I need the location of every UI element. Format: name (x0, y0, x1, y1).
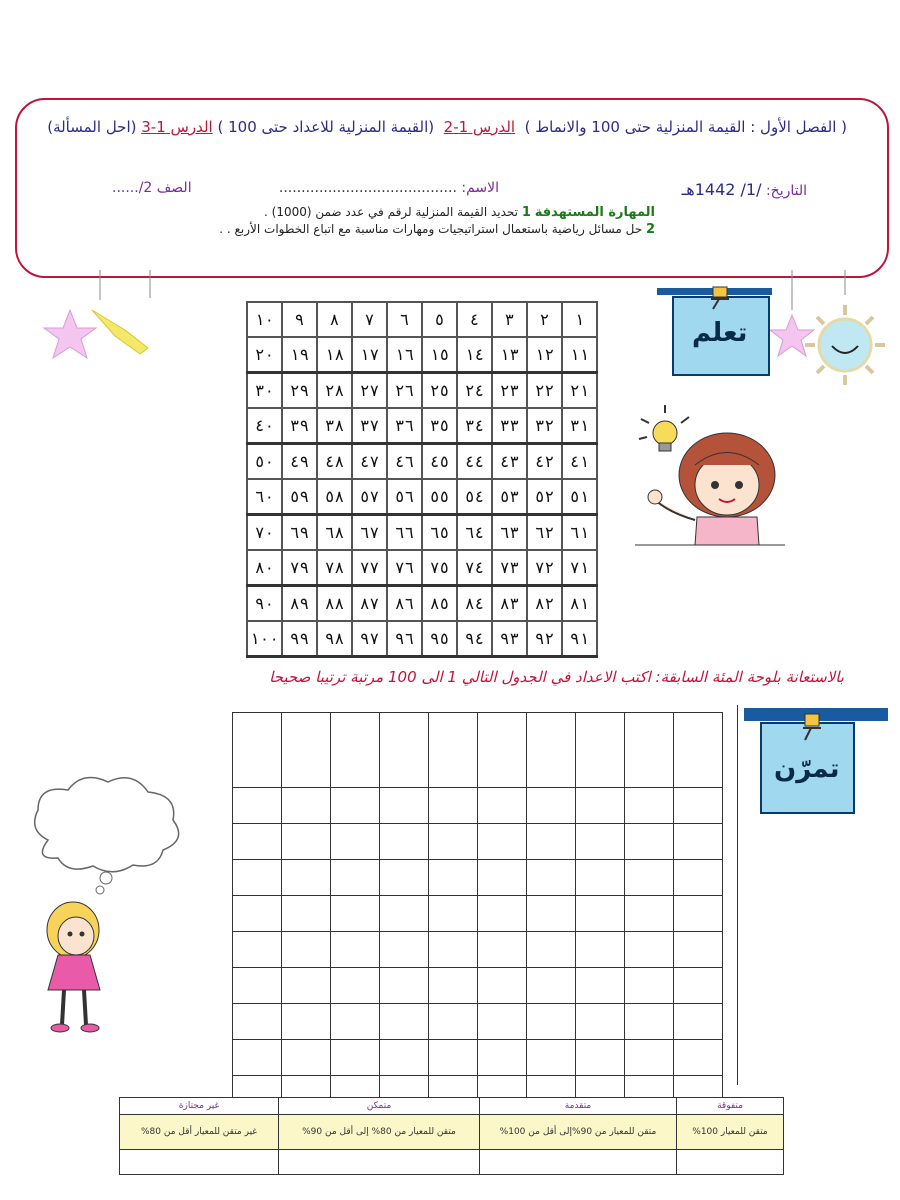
hundred-chart-cell: ٩٢ (527, 621, 562, 657)
hundred-chart-cell: ٨٨ (317, 586, 352, 622)
practice-grid-cell[interactable] (527, 932, 576, 968)
practice-grid-cell[interactable] (380, 932, 429, 968)
practice-grid-cell[interactable] (282, 932, 331, 968)
practice-grid-row (233, 1040, 723, 1076)
practice-grid-cell[interactable] (380, 968, 429, 1004)
practice-grid-cell[interactable] (478, 788, 527, 824)
rating-header-row (120, 1098, 784, 1115)
practice-grid-cell[interactable] (282, 713, 331, 788)
hundred-chart-cell: ١٠ (247, 302, 282, 337)
practice-grid-cell[interactable] (527, 713, 576, 788)
hundred-chart-cell: ١٨ (317, 337, 352, 373)
rating-cell[interactable] (677, 1150, 784, 1175)
hundred-chart-cell: ٣٢ (527, 408, 562, 444)
practice-grid-row (233, 713, 723, 788)
hundred-chart-cell: ٥٥ (422, 479, 457, 515)
instruction-text: بالاستعانة بلوحة المئة السابقة: اكتب الاعداد في الجدول التالي 1 الى 100 مرتبة ترتيبا صحيحا (269, 668, 844, 686)
hundred-chart-cell: ٥٢ (527, 479, 562, 515)
practice-grid-cell[interactable] (576, 968, 625, 1004)
divider-line (737, 705, 738, 1085)
practice-grid-cell[interactable] (282, 968, 331, 1004)
hundred-chart-cell: ٤٩ (282, 444, 317, 480)
hundred-chart-cell: ٩٤ (457, 621, 492, 657)
practice-grid-cell[interactable] (380, 788, 429, 824)
hundred-chart-cell: ٣٧ (352, 408, 387, 444)
date-label: التاريخ: (765, 183, 807, 199)
practice-grid-cell[interactable] (625, 932, 674, 968)
practice-grid-cell[interactable] (233, 1004, 282, 1040)
skill2-text: حل مسائل رياضية باستعمال استراتيجيات ومهارات مناسبة مع اتباع الخطوات الأربع . . (219, 222, 643, 236)
practice-grid-cell[interactable] (527, 860, 576, 896)
name-label: الاسم: (461, 180, 499, 196)
practice-grid-cell[interactable] (380, 1040, 429, 1076)
practice-grid-cell[interactable] (478, 824, 527, 860)
hundred-chart-cell: ٨٥ (422, 586, 457, 622)
practice-grid-cell[interactable] (674, 1004, 723, 1040)
hundred-chart-cell: ٧٠ (247, 515, 282, 551)
hundred-chart-row (247, 586, 597, 622)
practice-grid-cell[interactable] (527, 896, 576, 932)
practice-grid-cell[interactable] (674, 1040, 723, 1076)
hundred-chart-cell: ٢٦ (387, 373, 422, 409)
lesson1-label: الدرس 1-2 (443, 118, 516, 136)
practice-grid-cell[interactable] (576, 1004, 625, 1040)
hundred-chart-cell: ١٩ (282, 337, 317, 373)
practice-grid-cell[interactable] (380, 824, 429, 860)
hundred-chart-cell: ٤٥ (422, 444, 457, 480)
hundred-chart-cell: ٩ (282, 302, 317, 337)
practice-grid-cell[interactable] (625, 824, 674, 860)
practice-grid-cell[interactable] (331, 1040, 380, 1076)
practice-grid-cell[interactable] (331, 1004, 380, 1040)
practice-grid-row (233, 968, 723, 1004)
hundred-chart-cell: ٨١ (562, 586, 597, 622)
practice-grid-cell[interactable] (429, 932, 478, 968)
practice-grid-cell[interactable] (331, 896, 380, 932)
practice-grid-cell[interactable] (233, 824, 282, 860)
practice-grid-cell[interactable] (233, 713, 282, 788)
hundred-chart-cell: ٣٨ (317, 408, 352, 444)
hundred-chart-cell: ٨٦ (387, 586, 422, 622)
hundred-chart-cell: ٨٠ (247, 550, 282, 586)
hundred-chart-cell: ٩٥ (422, 621, 457, 657)
practice-grid-cell[interactable] (380, 1004, 429, 1040)
rating-description: متقن للمعيار من 80% إلى أقل من 90% (279, 1115, 480, 1150)
practice-grid-row (233, 788, 723, 824)
hundred-chart-cell: ٨٩ (282, 586, 317, 622)
practice-grid-cell[interactable] (282, 1004, 331, 1040)
hundred-chart-cell: ٦٩ (282, 515, 317, 551)
skill-title: المهارة المستهدفة (534, 205, 655, 220)
hundred-chart-cell: ٦٢ (527, 515, 562, 551)
practice-grid-cell[interactable] (478, 932, 527, 968)
practice-grid-cell[interactable] (625, 788, 674, 824)
practice-grid-cell[interactable] (576, 896, 625, 932)
hundred-chart-cell: ٣٤ (457, 408, 492, 444)
practice-grid-cell[interactable] (429, 896, 478, 932)
hundred-chart-cell: ٢٩ (282, 373, 317, 409)
hundred-chart-cell: ٧٨ (317, 550, 352, 586)
thinking-girl-illustration (18, 770, 188, 1035)
practice-grid-cell[interactable] (429, 824, 478, 860)
hundred-chart-cell: ٦٣ (492, 515, 527, 551)
rating-description: متقن للمعيار من 90%إلى أقل من 100% (480, 1115, 677, 1150)
practice-grid-cell[interactable] (233, 1040, 282, 1076)
practice-grid-cell[interactable] (478, 860, 527, 896)
hundred-chart-cell: ٤ (457, 302, 492, 337)
practice-grid-cell[interactable] (233, 932, 282, 968)
hundred-chart-cell: ٦١ (562, 515, 597, 551)
hundred-chart-row (247, 302, 597, 337)
hundred-chart-row (247, 479, 597, 515)
practice-grid-cell[interactable] (625, 713, 674, 788)
hundred-chart-cell: ٦٦ (387, 515, 422, 551)
hundred-chart-cell: ٥٣ (492, 479, 527, 515)
hundred-chart-cell: ٩٩ (282, 621, 317, 657)
practice-grid-cell[interactable] (233, 788, 282, 824)
rating-cell[interactable] (480, 1150, 677, 1175)
hundred-chart-cell: ٩٨ (317, 621, 352, 657)
skills-block (219, 204, 655, 238)
hundred-chart-cell: ٢٧ (352, 373, 387, 409)
lesson2-label: الدرس 1-3 (141, 118, 213, 136)
hundred-chart-cell: ٧١ (562, 550, 597, 586)
date-field (682, 180, 807, 199)
practice-grid-cell[interactable] (282, 1040, 331, 1076)
hundred-chart-cell: ٧ (352, 302, 387, 337)
hundred-chart-cell: ٤١ (562, 444, 597, 480)
rating-header: متفوقة (677, 1098, 784, 1115)
hundred-chart-cell: ٢ (527, 302, 562, 337)
hundred-chart-cell: ٥١ (562, 479, 597, 515)
hundred-chart-cell: ٣٣ (492, 408, 527, 444)
hundred-chart-cell: ٨٧ (352, 586, 387, 622)
practice-grid-cell[interactable] (282, 824, 331, 860)
hundred-chart-row (247, 373, 597, 409)
pin-icon (705, 285, 733, 311)
hundred-chart-cell: ٥٠ (247, 444, 282, 480)
practice-grid-cell[interactable] (527, 1040, 576, 1076)
hundred-chart-cell: ٥٤ (457, 479, 492, 515)
practice-grid-cell[interactable] (331, 824, 380, 860)
hundred-chart-cell: ٨٣ (492, 586, 527, 622)
practice-grid-cell[interactable] (282, 788, 331, 824)
hundred-chart-cell: ١٦ (387, 337, 422, 373)
rating-header: متقدمة (480, 1098, 677, 1115)
practice-grid-cell[interactable] (331, 713, 380, 788)
hundred-chart-cell: ١١ (562, 337, 597, 373)
practice-grid-cell[interactable] (527, 968, 576, 1004)
name-field (279, 180, 499, 196)
practice-grid (232, 712, 723, 1112)
practice-grid-cell[interactable] (380, 860, 429, 896)
skill1-text: تحديد القيمة المنزلية لرقم في عدد ضمن (1000) . (264, 205, 519, 219)
practice-grid-cell[interactable] (478, 1040, 527, 1076)
lesson1-title: (القيمة المنزلية للاعداد حتى 100 ) (217, 118, 435, 136)
practice-grid-cell[interactable] (625, 1004, 674, 1040)
hundred-chart-cell: ٩٣ (492, 621, 527, 657)
hundred-chart-cell: ٣٠ (247, 373, 282, 409)
hundred-chart-row (247, 444, 597, 480)
hundred-chart-cell: ١٢ (527, 337, 562, 373)
rating-header: غير مجتازة (120, 1098, 279, 1115)
practice-grid-cell[interactable] (429, 1004, 478, 1040)
practice-grid-row (233, 932, 723, 968)
hundred-chart-cell: ٦٨ (317, 515, 352, 551)
hundred-chart-cell: ٣٦ (387, 408, 422, 444)
hundred-chart-cell: ٩٦ (387, 621, 422, 657)
practice-grid-cell[interactable] (282, 860, 331, 896)
practice-grid-cell[interactable] (576, 1040, 625, 1076)
hundred-chart-cell: ٥ (422, 302, 457, 337)
hundred-chart-cell: ٧٥ (422, 550, 457, 586)
practice-grid-cell[interactable] (625, 1040, 674, 1076)
practice-badge-label: تمرّن (774, 754, 840, 784)
hundred-chart-cell: ٧٩ (282, 550, 317, 586)
hundred-chart-cell: ١٤ (457, 337, 492, 373)
practice-grid-cell[interactable] (429, 713, 478, 788)
hundred-chart-cell: ١٧ (352, 337, 387, 373)
sun-decoration-icon (770, 270, 890, 385)
hundred-chart-cell: ٢١ (562, 373, 597, 409)
hundred-chart-cell: ٤٨ (317, 444, 352, 480)
hundred-chart-cell: ٧٦ (387, 550, 422, 586)
hundred-chart-cell: ١ (562, 302, 597, 337)
hundred-chart-cell: ١٥ (422, 337, 457, 373)
practice-grid-cell[interactable] (331, 860, 380, 896)
practice-grid-cell[interactable] (380, 713, 429, 788)
practice-grid-cell[interactable] (674, 968, 723, 1004)
hundred-chart-cell: ٦٤ (457, 515, 492, 551)
hundred-chart-row (247, 337, 597, 373)
practice-grid-cell[interactable] (233, 896, 282, 932)
hundred-chart-cell: ٣١ (562, 408, 597, 444)
class-field: الصف 2/...... (112, 180, 192, 196)
hundred-chart-cell: ١٠٠ (247, 621, 282, 657)
hundred-chart-cell: ٢٨ (317, 373, 352, 409)
hundred-chart-cell: ٤٧ (352, 444, 387, 480)
hundred-chart-cell: ٨٤ (457, 586, 492, 622)
practice-grid-cell[interactable] (625, 860, 674, 896)
hundred-chart-cell: ٦ (387, 302, 422, 337)
rating-description-row (120, 1115, 784, 1150)
hundred-chart-row (247, 408, 597, 444)
practice-grid-cell[interactable] (576, 824, 625, 860)
practice-grid-cell[interactable] (625, 896, 674, 932)
practice-grid-cell[interactable] (429, 788, 478, 824)
learn-badge-label: تعلم (692, 318, 748, 348)
hundred-chart-cell: ٣٥ (422, 408, 457, 444)
practice-grid-cell[interactable] (331, 932, 380, 968)
practice-grid-cell[interactable] (576, 788, 625, 824)
practice-grid-cell[interactable] (527, 824, 576, 860)
practice-grid-cell[interactable] (576, 713, 625, 788)
practice-grid-cell[interactable] (674, 788, 723, 824)
practice-grid-cell[interactable] (625, 968, 674, 1004)
rating-empty-row (120, 1150, 784, 1175)
hundred-chart-cell: ٢٠ (247, 337, 282, 373)
hundred-chart-cell: ٦٥ (422, 515, 457, 551)
hundred-chart-cell: ٥٨ (317, 479, 352, 515)
hundred-chart-row (247, 550, 597, 586)
hundred-chart-cell: ٣٩ (282, 408, 317, 444)
practice-grid-cell[interactable] (674, 824, 723, 860)
practice-grid-cell[interactable] (331, 788, 380, 824)
rating-table (119, 1097, 784, 1175)
practice-grid-cell[interactable] (527, 1004, 576, 1040)
header-box (15, 98, 889, 278)
hundred-chart-cell: ٧٤ (457, 550, 492, 586)
hundred-chart-row (247, 621, 597, 657)
hundred-chart-cell: ٩٠ (247, 586, 282, 622)
practice-grid-cell[interactable] (429, 860, 478, 896)
practice-grid-cell[interactable] (576, 932, 625, 968)
hundred-chart-cell: ٦٧ (352, 515, 387, 551)
practice-grid-cell[interactable] (674, 860, 723, 896)
hundred-chart-cell: ٤٣ (492, 444, 527, 480)
hundred-chart-cell: ١٣ (492, 337, 527, 373)
practice-grid-row (233, 896, 723, 932)
practice-grid-cell[interactable] (380, 896, 429, 932)
hundred-chart-cell: ٣ (492, 302, 527, 337)
practice-grid-cell[interactable] (674, 932, 723, 968)
skill2-num: 2 (645, 222, 655, 237)
practice-grid-cell[interactable] (478, 713, 527, 788)
rating-cell[interactable] (279, 1150, 480, 1175)
practice-grid-cell[interactable] (282, 896, 331, 932)
practice-grid-cell[interactable] (576, 860, 625, 896)
hundred-chart-cell: ٤٦ (387, 444, 422, 480)
hundred-chart-cell: ٤٢ (527, 444, 562, 480)
hundred-chart (246, 301, 598, 658)
hundred-chart-cell: ٢٣ (492, 373, 527, 409)
practice-grid-cell[interactable] (674, 713, 723, 788)
star-decoration-icon (30, 270, 160, 380)
practice-grid-cell[interactable] (429, 968, 478, 1004)
hundred-chart-cell: ٧٧ (352, 550, 387, 586)
practice-grid-cell[interactable] (478, 968, 527, 1004)
rating-header: متمكن (279, 1098, 480, 1115)
hundred-chart-cell: ٨ (317, 302, 352, 337)
hundred-chart-cell: ٥٧ (352, 479, 387, 515)
hundred-chart-cell: ٢٢ (527, 373, 562, 409)
hundred-chart-cell: ٢٥ (422, 373, 457, 409)
practice-grid-cell[interactable] (478, 1004, 527, 1040)
hundred-chart-cell: ٩١ (562, 621, 597, 657)
pin-icon (797, 712, 825, 742)
practice-grid-row (233, 860, 723, 896)
name-blank: ........................................ (278, 180, 457, 196)
practice-grid-cell[interactable] (233, 968, 282, 1004)
header-title-line (27, 116, 847, 138)
hundred-chart-cell: ٧٣ (492, 550, 527, 586)
hundred-chart-cell: ٢٤ (457, 373, 492, 409)
practice-grid-row (233, 1004, 723, 1040)
practice-grid-cell[interactable] (674, 896, 723, 932)
hundred-chart-cell: ٦٠ (247, 479, 282, 515)
practice-grid-cell[interactable] (331, 968, 380, 1004)
hundred-chart-cell: ٨٢ (527, 586, 562, 622)
hundred-chart-cell: ٤٤ (457, 444, 492, 480)
skill1-num: 1 (521, 205, 531, 220)
practice-grid-cell[interactable] (429, 1040, 478, 1076)
girl-lightbulb-illustration (635, 395, 785, 550)
hundred-chart-cell: ٧٢ (527, 550, 562, 586)
practice-grid-row (233, 824, 723, 860)
chapter-title: ( الفصل الأول : القيمة المنزلية حتى 100 والانماط ) (524, 118, 847, 136)
date-value: /1/ 1442هـ (681, 180, 762, 199)
rating-description: غير متقن للمعيار أقل من 80% (120, 1115, 279, 1150)
practice-grid-cell[interactable] (527, 788, 576, 824)
rating-description: متقن للمعيار 100% (677, 1115, 784, 1150)
practice-grid-cell[interactable] (478, 896, 527, 932)
hundred-chart-row (247, 515, 597, 551)
hundred-chart-cell: ٩٧ (352, 621, 387, 657)
hundred-chart-cell: ٤٠ (247, 408, 282, 444)
lesson2-title: (احل المسألة) (47, 118, 137, 136)
practice-grid-cell[interactable] (233, 860, 282, 896)
hundred-chart-cell: ٥٩ (282, 479, 317, 515)
rating-cell[interactable] (120, 1150, 279, 1175)
hundred-chart-cell: ٥٦ (387, 479, 422, 515)
